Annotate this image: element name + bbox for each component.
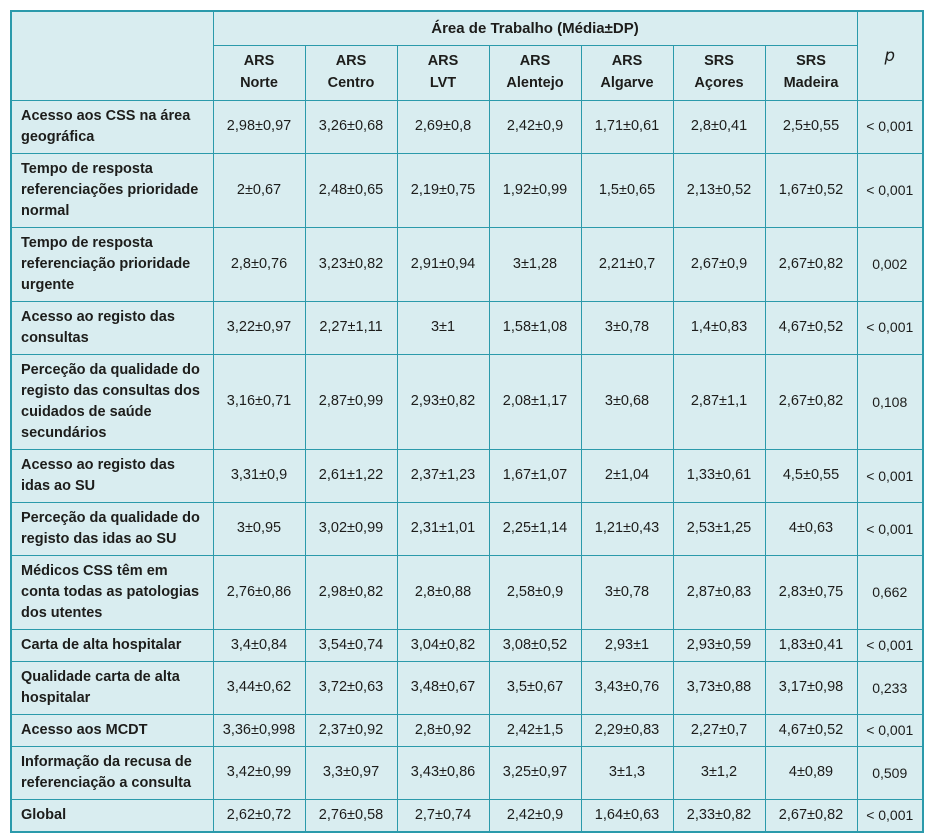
table-row: [11, 354, 923, 449]
table-row: [11, 153, 923, 227]
cell-value: 3,72±0,63: [305, 661, 397, 714]
p-value: 0,233: [857, 661, 923, 714]
cell-value: 3±1,2: [673, 746, 765, 799]
cell-value: 1,83±0,41: [765, 629, 857, 661]
cell-value: 3,42±0,99: [213, 746, 305, 799]
group-header: Área de Trabalho (Média±DP): [213, 11, 857, 46]
cell-value: 4,5±0,55: [765, 449, 857, 502]
column-header-line2: LVT: [429, 74, 457, 91]
cell-value: 2,27±0,7: [673, 714, 765, 746]
cell-value: 2,27±1,11: [305, 301, 397, 354]
table-row: [11, 661, 923, 714]
cell-value: 3,3±0,97: [305, 746, 397, 799]
cell-value: 2±0,67: [213, 153, 305, 227]
cell-value: 2,42±1,5: [489, 714, 581, 746]
cell-value: 2,67±0,82: [765, 354, 857, 449]
column-header-line1: SRS: [796, 53, 826, 69]
p-value: 0,108: [857, 354, 923, 449]
cell-value: 2,98±0,82: [305, 555, 397, 629]
column-header-line1: ARS: [243, 53, 275, 69]
cell-value: 2,67±0,82: [765, 799, 857, 832]
cell-value: 2,37±1,23: [397, 449, 489, 502]
cell-value: 2,42±0,9: [489, 799, 581, 832]
cell-value: 2,87±0,83: [673, 555, 765, 629]
cell-value: 2,8±0,41: [673, 100, 765, 153]
cell-value: 3,17±0,98: [765, 661, 857, 714]
column-header-ars-alentejo: [489, 46, 581, 101]
table-body: [11, 100, 923, 832]
row-label: Acesso aos CSS na área geográfica: [11, 100, 213, 153]
cell-value: 2,31±1,01: [397, 502, 489, 555]
cell-value: 2,29±0,83: [581, 714, 673, 746]
p-value: < 0,001: [857, 153, 923, 227]
cell-value: 3,43±0,76: [581, 661, 673, 714]
column-header-srs-madeira: [765, 46, 857, 101]
cell-value: 2,13±0,52: [673, 153, 765, 227]
cell-value: 2,53±1,25: [673, 502, 765, 555]
cell-value: 2,93±0,59: [673, 629, 765, 661]
cell-value: 2,8±0,92: [397, 714, 489, 746]
column-header-ars-algarve: [581, 46, 673, 101]
table-row: [11, 227, 923, 301]
cell-value: 2,7±0,74: [397, 799, 489, 832]
cell-value: 2,62±0,72: [213, 799, 305, 832]
cell-value: 2,76±0,86: [213, 555, 305, 629]
cell-value: 1,4±0,83: [673, 301, 765, 354]
cell-value: 4,67±0,52: [765, 301, 857, 354]
p-value: < 0,001: [857, 502, 923, 555]
cell-value: 2,76±0,58: [305, 799, 397, 832]
row-label: Tempo de resposta referenciações prioridade normal: [11, 153, 213, 227]
cell-value: 2,37±0,92: [305, 714, 397, 746]
row-label: Carta de alta hospitalar: [11, 629, 213, 661]
row-label: Perceção da qualidade do registo das consultas dos cuidados de saúde secundários: [11, 354, 213, 449]
row-label: Acesso ao registo das idas ao SU: [11, 449, 213, 502]
table-row: [11, 100, 923, 153]
table-row: [11, 502, 923, 555]
cell-value: 1,71±0,61: [581, 100, 673, 153]
cell-value: 1,64±0,63: [581, 799, 673, 832]
cell-value: 4,67±0,52: [765, 714, 857, 746]
cell-value: 2,61±1,22: [305, 449, 397, 502]
corner-cell: [11, 11, 213, 100]
cell-value: 1,67±1,07: [489, 449, 581, 502]
cell-value: 2,33±0,82: [673, 799, 765, 832]
cell-value: 2,08±1,17: [489, 354, 581, 449]
table-row: [11, 629, 923, 661]
column-header-line2: Açores: [694, 74, 744, 91]
cell-value: 2,8±0,88: [397, 555, 489, 629]
p-value: 0,662: [857, 555, 923, 629]
cell-value: 1,92±0,99: [489, 153, 581, 227]
cell-value: 2,93±0,82: [397, 354, 489, 449]
row-label: Tempo de resposta referenciação prioridade urgente: [11, 227, 213, 301]
column-header-line1: SRS: [704, 53, 734, 69]
cell-value: 2,67±0,82: [765, 227, 857, 301]
column-header-line1: ARS: [519, 53, 551, 69]
cell-value: 1,67±0,52: [765, 153, 857, 227]
column-header-line1: ARS: [335, 53, 367, 69]
cell-value: 2,93±1: [581, 629, 673, 661]
column-header-ars-norte: [213, 46, 305, 101]
row-label: Médicos CSS têm em conta todas as patologias dos utentes: [11, 555, 213, 629]
cell-value: 3,08±0,52: [489, 629, 581, 661]
cell-value: 2,83±0,75: [765, 555, 857, 629]
cell-value: 2,8±0,76: [213, 227, 305, 301]
cell-value: 3,48±0,67: [397, 661, 489, 714]
cell-value: 3±0,78: [581, 555, 673, 629]
row-label: Acesso aos MCDT: [11, 714, 213, 746]
p-value: 0,509: [857, 746, 923, 799]
table-row: [11, 714, 923, 746]
cell-value: 3±0,78: [581, 301, 673, 354]
cell-value: 3,02±0,99: [305, 502, 397, 555]
row-label: Global: [11, 799, 213, 832]
cell-value: 2,69±0,8: [397, 100, 489, 153]
table-row: [11, 301, 923, 354]
cell-value: 3,5±0,67: [489, 661, 581, 714]
column-header-line1: ARS: [611, 53, 643, 69]
cell-value: 1,33±0,61: [673, 449, 765, 502]
p-value: < 0,001: [857, 449, 923, 502]
cell-value: 3,16±0,71: [213, 354, 305, 449]
cell-value: 3,31±0,9: [213, 449, 305, 502]
p-value: < 0,001: [857, 100, 923, 153]
cell-value: 3,4±0,84: [213, 629, 305, 661]
row-label: Informação da recusa de referenciação a consulta: [11, 746, 213, 799]
cell-value: 2,48±0,65: [305, 153, 397, 227]
cell-value: 3,54±0,74: [305, 629, 397, 661]
cell-value: 2,87±1,1: [673, 354, 765, 449]
column-header-line2: Madeira: [783, 74, 839, 91]
cell-value: 3,22±0,97: [213, 301, 305, 354]
cell-value: 3,44±0,62: [213, 661, 305, 714]
cell-value: 2,91±0,94: [397, 227, 489, 301]
p-value: < 0,001: [857, 301, 923, 354]
p-value: < 0,001: [857, 799, 923, 832]
column-header-line2: Alentejo: [506, 74, 564, 91]
cell-value: 3,73±0,88: [673, 661, 765, 714]
cell-value: 3,04±0,82: [397, 629, 489, 661]
p-value: 0,002: [857, 227, 923, 301]
cell-value: 3±1: [397, 301, 489, 354]
cell-value: 3±1,3: [581, 746, 673, 799]
cell-value: 3,26±0,68: [305, 100, 397, 153]
cell-value: 2,58±0,9: [489, 555, 581, 629]
table-row: [11, 449, 923, 502]
column-header-line2: Algarve: [600, 74, 654, 91]
column-header-line2: Norte: [240, 74, 278, 91]
column-header-line1: ARS: [427, 53, 459, 69]
column-header-srs-acores: [673, 46, 765, 101]
cell-value: 3,23±0,82: [305, 227, 397, 301]
cell-value: 3,25±0,97: [489, 746, 581, 799]
cell-value: 3±0,68: [581, 354, 673, 449]
table-header: [11, 11, 923, 100]
results-table: [10, 10, 924, 833]
table-row: [11, 746, 923, 799]
cell-value: 4±0,89: [765, 746, 857, 799]
p-value: < 0,001: [857, 714, 923, 746]
cell-value: 2±1,04: [581, 449, 673, 502]
column-header-ars-centro: [305, 46, 397, 101]
cell-value: 2,67±0,9: [673, 227, 765, 301]
cell-value: 2,87±0,99: [305, 354, 397, 449]
row-label: Qualidade carta de alta hospitalar: [11, 661, 213, 714]
column-header-line2: Centro: [327, 74, 375, 91]
cell-value: 1,5±0,65: [581, 153, 673, 227]
cell-value: 2,5±0,55: [765, 100, 857, 153]
cell-value: 4±0,63: [765, 502, 857, 555]
p-value: < 0,001: [857, 629, 923, 661]
cell-value: 2,98±0,97: [213, 100, 305, 153]
cell-value: 1,21±0,43: [581, 502, 673, 555]
column-header-ars-lvt: [397, 46, 489, 101]
row-label: Perceção da qualidade do registo das idas ao SU: [11, 502, 213, 555]
p-column-header: p: [857, 11, 923, 100]
table-row: [11, 799, 923, 832]
cell-value: 2,21±0,7: [581, 227, 673, 301]
row-label: Acesso ao registo das consultas: [11, 301, 213, 354]
table-row: [11, 555, 923, 629]
cell-value: 3±0,95: [213, 502, 305, 555]
cell-value: 3,36±0,998: [213, 714, 305, 746]
header-group-row: [11, 11, 923, 46]
cell-value: 3±1,28: [489, 227, 581, 301]
cell-value: 3,43±0,86: [397, 746, 489, 799]
cell-value: 2,25±1,14: [489, 502, 581, 555]
cell-value: 2,19±0,75: [397, 153, 489, 227]
cell-value: 1,58±1,08: [489, 301, 581, 354]
cell-value: 2,42±0,9: [489, 100, 581, 153]
